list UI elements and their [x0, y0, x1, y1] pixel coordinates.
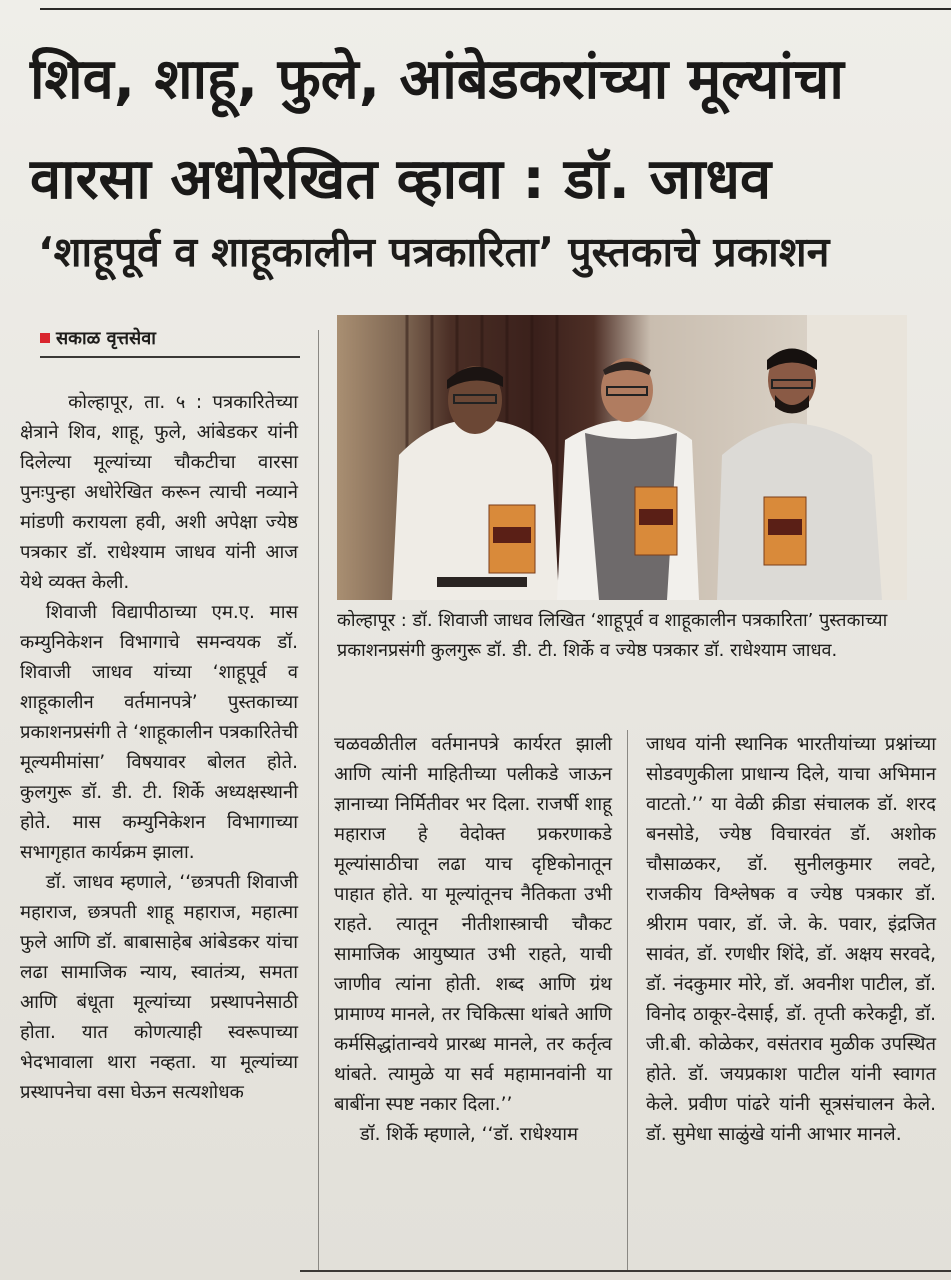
- byline-marker-icon: [40, 333, 50, 343]
- bottom-rule: [300, 1270, 951, 1272]
- paragraph: चळवळीतील वर्तमानपत्रे कार्यरत झाली आणि त्यांनी माहितीच्या पलीकडे जाऊन ज्ञानाच्या निर्मितीवर भर दिला. राजर्षी शाहू महाराज हे वेदोक्त प्रकरणाकडे मूल्यांसाठीचा लढा याच दृष्टिकोनातून पाहात होते. या मूल्यांतूनच नैतिकता उभी राहते. त्यातून नीतीशास्त्राची चौकट सामाजिक आयुष्यात उभी राहते, याची जाणीव त्यांना होती. शब्द आणि ग्रंथ प्रामाण्य मानले, तर चिकित्सा थांबते आणि कर्मसिद्धांतान्वये प्रारब्ध मानले, तर कर्तृत्व थांबते. त्यामुळे या सर्व महामानवांनी या बाबींना स्पष्ट नकार दिला.’’: [334, 734, 612, 1115]
- byline: [40, 326, 300, 358]
- headline-line-1: शिव, शाहू, फुले, आंबेडकरांच्या मूल्यांचा: [30, 47, 844, 112]
- top-rule: [40, 8, 951, 10]
- paragraph: डॉ. जाधव म्हणाले, ‘‘छत्रपती शिवाजी महाराज, छत्रपती शाहू महाराज, महात्मा फुले आणि डॉ. बाबासाहेब आंबेडकर यांचा लढा सामाजिक न्याय, स्वातंत्र्य, समता आणि बंधूता मूल्यांच्या प्रस्थापनेसाठी होता. यात कोणत्याही स्वरूपाच्या भेदभावाला थारा नव्हता. या मूल्यांच्या प्रस्थापनेचा वसा घेऊन सत्यशोधक: [20, 872, 298, 1103]
- headline-line-2: वारसा अधोरेखित व्हावा : डॉ. जाधव: [30, 147, 772, 212]
- paragraph: शिवाजी विद्यापीठाच्या एम.ए. मास कम्युनिकेशन विभागाचे समन्वयक डॉ. शिवाजी जाधव यांच्या ‘शाहूपूर्व व शाहूकालीन वर्तमानपत्रे’ पुस्तकाच्या प्रकाशनप्रसंगी ते ‘शाहूकालीन पत्रकारितेची मूल्यमीमांसा’ विषयावर बोलत होते. कुलगुरू डॉ. डी. टी. शिर्के अध्यक्षस्थानी होते. मास कम्युनिकेशन विभागाच्या सभागृहात कार्यक्रम झाला.: [20, 602, 298, 863]
- paragraph: डॉ. शिर्के म्हणाले, ‘‘डॉ. राधेश्याम: [359, 1124, 579, 1145]
- paragraph: जाधव यांनी स्थानिक भारतीयांच्या प्रश्नांच्या सोडवणुकीला प्राधान्य दिले, याचा अभिमान वाटतो.’’ या वेळी क्रीडा संचालक डॉ. शरद बनसोडे, ज्येष्ठ विचारवंत डॉ. अशोक चौसाळकर, डॉ. सुनीलकुमार लवटे, राजकीय विश्लेषक व ज्येष्ठ पत्रकार डॉ. श्रीराम पवार, डॉ. जे. के. पवार, इंद्रजित सावंत, डॉ. रणधीर शिंदे, डॉ. अक्षय सरवदे, डॉ. नंदकुमार मोरे, डॉ. अवनीश पाटील, डॉ. विनोद ठाकूर-देसाई, डॉ. तृप्ती करेकट्टी, डॉ. जी.बी. कोळेकर, वसंतराव मुळीक उपस्थित होते. डॉ. जयप्रकाश पाटील यांनी स्वागत केले. प्रवीण पांढरे यांनी सूत्रसंचालन केले. डॉ. सुमेधा साळुंखे यांनी आभार मानले.: [646, 734, 936, 1145]
- column-divider: [627, 730, 628, 1270]
- byline-text: सकाळ वृत्तसेवा: [56, 328, 156, 349]
- headline: [30, 30, 930, 230]
- subheadline: ‘शाहूपूर्व व शाहूकालीन पत्रकारिता’ पुस्तकाचे प्रकाशन: [38, 228, 830, 276]
- column-divider: [318, 330, 319, 1270]
- paragraph: कोल्हापूर, ता. ५ : पत्रकारितेच्या क्षेत्राने शिव, शाहू, फुले, आंबेडकर यांनी दिलेल्या मूल्यांच्या चौकटीचा वारसा पुनःपुन्हा अधोरेखित करून त्याची नव्याने मांडणी करायला हवी, अशी अपेक्षा ज्येष्ठ पत्रकार डॉ. राधेश्याम जाधव यांनी आज येथे व्यक्त केली.: [20, 392, 298, 593]
- event-photo: [337, 315, 907, 600]
- article-column-1: [20, 388, 298, 1278]
- article-column-3: [646, 730, 936, 1270]
- article-column-2: [334, 730, 612, 1270]
- photo-caption: कोल्हापूर : डॉ. शिवाजी जाधव लिखित ‘शाहूपूर्व व शाहूकालीन पत्रकारिता’ पुस्तकाच्या प्रकाशनप्रसंगी कुलगुरू डॉ. डी. टी. शिर्के व ज्येष्ठ पत्रकार डॉ. राधेश्याम जाधव.: [337, 610, 888, 661]
- event-photo-illustration: [337, 315, 907, 600]
